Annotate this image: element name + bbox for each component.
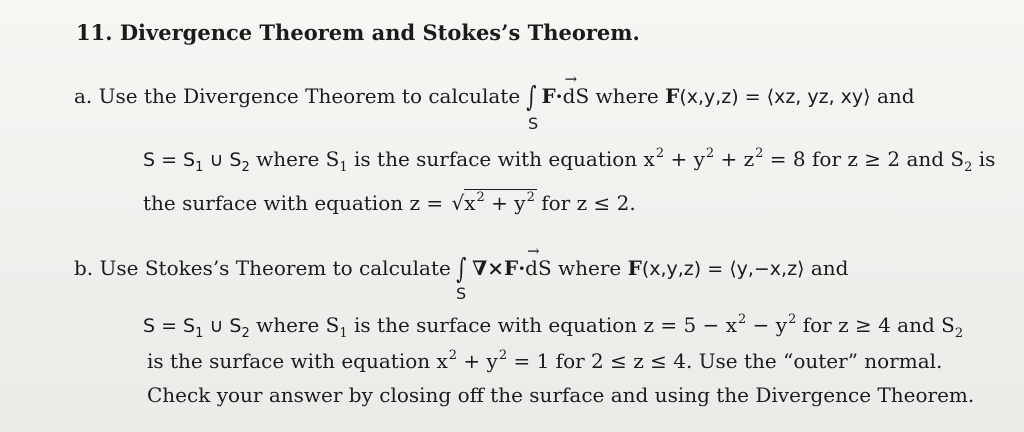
part-b-intro: b. Use Stokes’s Theorem to calculate <box>74 256 451 280</box>
part-a-where: where <box>589 84 666 108</box>
part-b-surface-def: $S = S_1$ ∪ $S_2$ where $S_1$ is the surface with equation $z = 5 - x^2 - y^2$ for z ≥ 4 and $S_2$ <box>143 312 964 341</box>
part-b-integrand: ∇×F· <box>472 256 526 280</box>
vector-arrow-icon: → <box>527 242 540 260</box>
integral-symbol: ∫ <box>456 252 467 285</box>
part-a-surface-def: $S = S_1$ ∪ $S_2$ where $S_1$ is the surface with equation $x^2 + y^2 + z^2 = 8$ for z ≥ 2 and $S_2$ is <box>143 146 996 175</box>
part-b-intro-line <box>74 242 849 285</box>
part-a-ds-vector: → dS <box>562 70 590 108</box>
part-a-intro: a. Use the Divergence Theorem to calculate <box>74 84 521 108</box>
part-a-surface2-def: the surface with equation z = √ $x^2 + y^2$ for z ≤ 2. <box>143 190 636 215</box>
part-b-where: where <box>551 256 628 280</box>
part-a-and: and <box>870 84 915 108</box>
part-b-field-name: F <box>627 256 642 280</box>
square-root: √ $x^2 + y^2$ <box>451 190 535 215</box>
vector-arrow-icon: → <box>564 70 578 88</box>
part-b-and: and <box>804 256 849 280</box>
part-a-intro-line <box>74 70 915 113</box>
part-b-surface2-def: is the surface with equation $x^2 + y^2 = 1$ for 2 ≤ z ≤ 4. Use the “outer” normal. <box>147 348 943 373</box>
part-a-field-name: F <box>665 84 680 108</box>
part-a-field-def: (x,y,z) = ⟨xz, yz, xy⟩ <box>679 86 871 108</box>
part-b-check-line: Check your answer by closing off the surface and using the Divergence Theorem. <box>147 383 975 407</box>
radical-icon: √ <box>451 191 465 215</box>
problem-heading <box>76 22 640 43</box>
part-b-field-def: (x,y,z) = ⟨y,−x,z⟩ <box>641 258 805 280</box>
part-a-surface-subscript: S <box>528 114 539 133</box>
part-b-ds-vector: → dS <box>525 242 552 280</box>
part-b-surface-subscript: S <box>456 284 467 303</box>
part-a-integrand: F· <box>541 84 563 108</box>
integral-symbol: ∫ <box>525 80 536 113</box>
heading-text: 11. Divergence Theorem and Stokes’s Theorem. <box>76 20 640 45</box>
